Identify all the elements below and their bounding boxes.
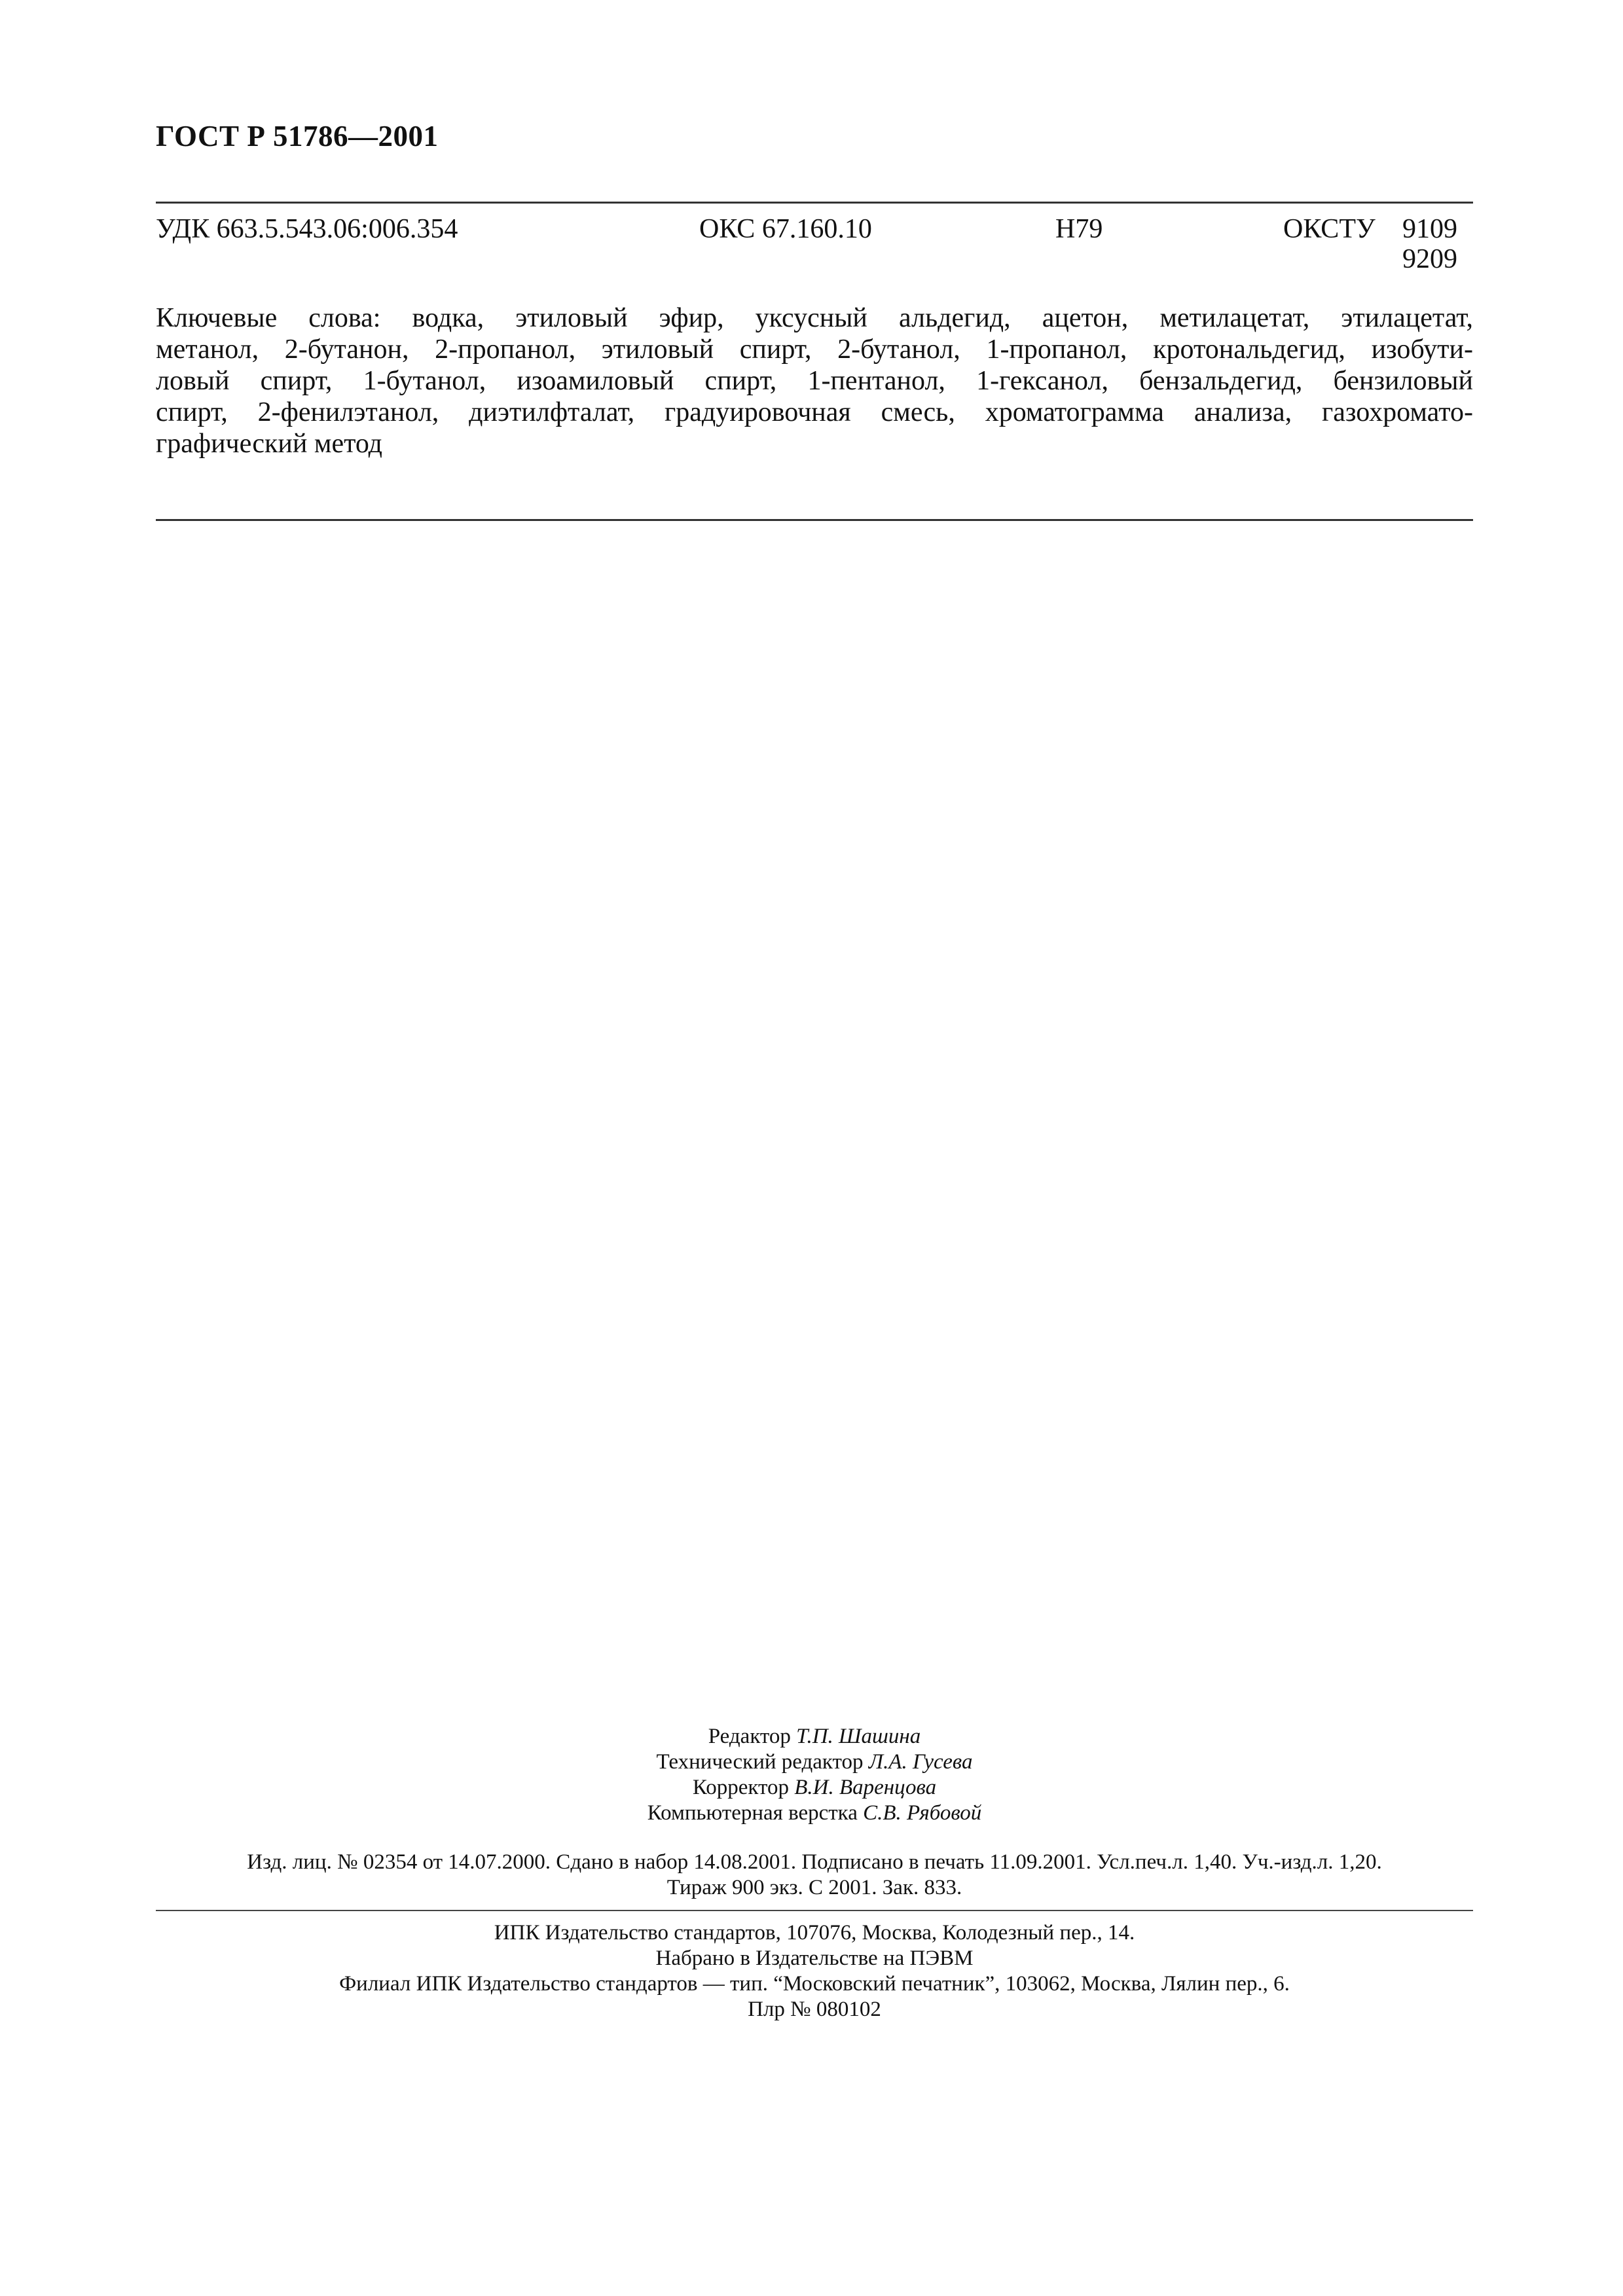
keywords-line: графический метод [156,429,383,459]
corrector-role: Корректор [692,1776,789,1799]
group-code: Н79 [1055,214,1103,244]
layout-name: С.В. Рябовой [863,1801,982,1825]
corrector-line [156,1775,1473,1801]
layout-line [156,1801,1473,1826]
editor-line [156,1724,1473,1749]
publication-line-2: Тираж 900 экз. С 2001. Зак. 833. [666,1876,962,1899]
editor-role: Редактор [708,1725,791,1748]
layout-role: Компьютерная верстка [647,1801,858,1825]
corrector-name: В.И. Варенцова [794,1776,937,1799]
publication-rule [156,1910,1473,1911]
publisher-block [156,1920,1473,2022]
publication-line-1: Изд. лиц. № 02354 от 14.07.2000. Сдано в набор 14.08.2001. Подписано в печать 11.09.2001. Усл.печ.л. 1,40. Уч.-изд.л. 1,20. [247,1850,1382,1874]
udk-code: УДК 663.5.543.06:006.354 [156,214,458,244]
keywords-line: спирт, 2-фенилэтанол, диэтилфталат, градуировочная смесь, хроматограмма анализа, газохромато- [156,397,1473,427]
publisher-line-1: ИПК Издательство стандартов, 107076, Москва, Колодезный пер., 14. [494,1921,1135,1945]
standard-number: ГОСТ Р 51786—2001 [156,120,439,152]
publication-block [156,1850,1473,1901]
keywords-line: ловый спирт, 1-бутанол, изоамиловый спирт, 1-пентанол, 1-гексанол, бензальдегид, бензиловый [156,366,1473,396]
tech-editor-line [156,1749,1473,1775]
publisher-line-4: Плр № 080102 [748,1998,881,2021]
tech-editor-role: Технический редактор [656,1750,864,1774]
publisher-line-3: Филиал ИПК Издательство стандартов — тип. “Московский печатник”, 103062, Москва, Лялин пер., 6. [339,1972,1290,1996]
oks-code: ОКС 67.160.10 [699,214,872,244]
keywords-rule [156,519,1473,521]
credits-block [156,1724,1473,1826]
okstu-code-2: 9209 [1402,244,1457,274]
keywords-paragraph [156,302,1473,459]
editor-name: Т.П. Шашина [796,1725,921,1748]
keywords-line: Ключевые слова: водка, этиловый эфир, уксусный альдегид, ацетон, метилацетат, этилацетат, [156,303,1473,333]
publisher-line-2: Набрано в Издательстве на ПЭВМ [655,1946,974,1970]
header-rule [156,202,1473,204]
okstu-label: ОКСТУ [1283,214,1376,244]
tech-editor-name: Л.А. Гусева [868,1750,973,1774]
okstu-code-1: 9109 [1402,214,1457,244]
keywords-line: метанол, 2-бутанон, 2-пропанол, этиловый спирт, 2-бутанол, 1-пропанол, кротональдегид, изобути- [156,334,1473,365]
